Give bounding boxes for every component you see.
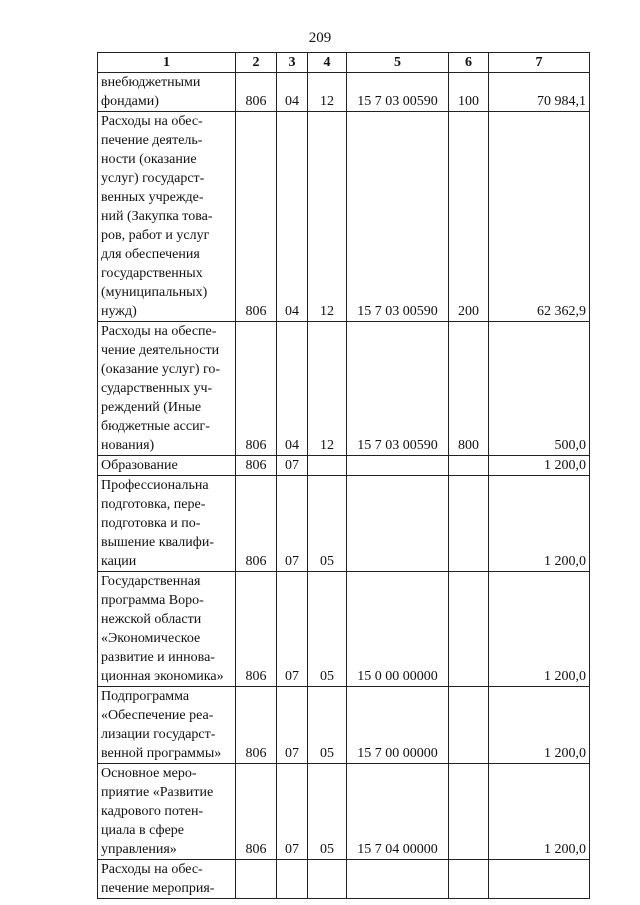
target-article-code xyxy=(347,456,449,476)
description-line: ров, работ и услуг xyxy=(101,228,210,243)
description-line: Расходы на обес- xyxy=(101,114,203,129)
subsection-code xyxy=(308,860,347,899)
column-header: 2 xyxy=(236,53,277,73)
section-code: 04 xyxy=(277,73,308,112)
subsection-code: 05 xyxy=(308,572,347,687)
row-description xyxy=(98,322,236,456)
amount: 1 200,0 xyxy=(489,476,590,572)
column-header: 5 xyxy=(347,53,449,73)
description-line: циала в сфере xyxy=(101,823,185,838)
section-code: 07 xyxy=(277,456,308,476)
amount: 1 200,0 xyxy=(489,572,590,687)
section-code: 04 xyxy=(277,322,308,456)
description-line: вышение квалифи- xyxy=(101,535,214,550)
target-article-code xyxy=(347,476,449,572)
column-header: 3 xyxy=(277,53,308,73)
column-header: 1 xyxy=(98,53,236,73)
subsection-code: 12 xyxy=(308,73,347,112)
description-line: управления» xyxy=(101,842,177,857)
description-line: Расходы на обеспе- xyxy=(101,324,217,339)
amount: 500,0 xyxy=(489,322,590,456)
expense-type-code xyxy=(449,572,489,687)
expense-type-code: 200 xyxy=(449,112,489,322)
target-article-code: 15 7 00 00000 xyxy=(347,687,449,764)
description-line: (оказание услуг) го- xyxy=(101,362,221,377)
target-article-code: 15 7 04 00000 xyxy=(347,764,449,860)
description-line: Основное меро- xyxy=(101,766,197,781)
table-row xyxy=(98,112,590,322)
description-line: для обеспечения xyxy=(101,247,200,262)
section-code: 07 xyxy=(277,764,308,860)
description-line: нования) xyxy=(101,438,155,453)
description-line: приятие «Развитие xyxy=(101,785,214,800)
table-row xyxy=(98,764,590,860)
expense-type-code xyxy=(449,764,489,860)
ministry-code xyxy=(236,860,277,899)
description-line: Профессиональна xyxy=(101,478,209,493)
expense-type-code xyxy=(449,860,489,899)
description-line: печение деятель- xyxy=(101,133,203,148)
table-row xyxy=(98,322,590,456)
description-line: государственных xyxy=(101,266,203,281)
description-line: ности (оказание xyxy=(101,152,197,167)
description-line: подготовка, пере- xyxy=(101,497,206,512)
description-line: нежской области xyxy=(101,612,202,627)
description-line: программа Воро- xyxy=(101,593,204,608)
target-article-code: 15 0 00 00000 xyxy=(347,572,449,687)
amount: 70 984,1 xyxy=(489,73,590,112)
column-header: 7 xyxy=(489,53,590,73)
description-line: Государственная xyxy=(101,574,201,589)
subsection-code: 12 xyxy=(308,112,347,322)
description-line: ционная экономика» xyxy=(101,669,224,684)
header-row xyxy=(98,53,590,73)
row-description xyxy=(98,572,236,687)
subsection-code: 05 xyxy=(308,476,347,572)
target-article-code: 15 7 03 00590 xyxy=(347,112,449,322)
expense-type-code: 800 xyxy=(449,322,489,456)
row-description xyxy=(98,112,236,322)
row-description xyxy=(98,687,236,764)
description-line: Подпрограмма xyxy=(101,689,190,704)
table-row xyxy=(98,572,590,687)
section-code: 04 xyxy=(277,112,308,322)
row-description xyxy=(98,73,236,112)
subsection-code: 05 xyxy=(308,687,347,764)
description-line: кации xyxy=(101,554,137,569)
expense-type-code xyxy=(449,476,489,572)
expense-type-code xyxy=(449,687,489,764)
description-line: Расходы на обес- xyxy=(101,862,203,877)
amount: 1 200,0 xyxy=(489,687,590,764)
description-line: развитие и иннова- xyxy=(101,650,215,665)
description-line: сударственных уч- xyxy=(101,381,213,396)
row-description xyxy=(98,456,236,476)
ministry-code: 806 xyxy=(236,112,277,322)
ministry-code: 806 xyxy=(236,73,277,112)
subsection-code xyxy=(308,456,347,476)
subsection-code: 12 xyxy=(308,322,347,456)
amount: 62 362,9 xyxy=(489,112,590,322)
subsection-code: 05 xyxy=(308,764,347,860)
column-header: 4 xyxy=(308,53,347,73)
description-line: внебюджетными xyxy=(101,75,201,90)
column-header: 6 xyxy=(449,53,489,73)
table-row xyxy=(98,476,590,572)
table-row xyxy=(98,687,590,764)
table-row xyxy=(98,860,590,899)
description-line: (муниципальных) xyxy=(101,285,208,300)
page-number: 209 xyxy=(308,30,332,46)
budget-table xyxy=(97,52,590,899)
target-article-code: 15 7 03 00590 xyxy=(347,73,449,112)
amount: 1 200,0 xyxy=(489,456,590,476)
ministry-code: 806 xyxy=(236,764,277,860)
description-line: венных учрежде- xyxy=(101,190,204,205)
section-code: 07 xyxy=(277,572,308,687)
amount xyxy=(489,860,590,899)
description-line: фондами) xyxy=(101,94,159,109)
expense-type-code: 100 xyxy=(449,73,489,112)
description-line: Образование xyxy=(101,458,178,473)
expense-type-code xyxy=(449,456,489,476)
target-article-code xyxy=(347,860,449,899)
description-line: лизации государст- xyxy=(101,727,216,742)
description-line: реждений (Иные xyxy=(101,400,202,415)
ministry-code: 806 xyxy=(236,687,277,764)
description-line: кадрового потен- xyxy=(101,804,204,819)
description-line: бюджетные ассиг- xyxy=(101,419,210,434)
row-description xyxy=(98,860,236,899)
description-line: «Экономическое xyxy=(101,631,201,646)
ministry-code: 806 xyxy=(236,572,277,687)
description-line: печение мероприя- xyxy=(101,881,215,896)
description-line: «Обеспечение реа- xyxy=(101,708,214,723)
ministry-code: 806 xyxy=(236,322,277,456)
description-line: венной программы» xyxy=(101,746,222,761)
target-article-code: 15 7 03 00590 xyxy=(347,322,449,456)
description-line: ний (Закупка това- xyxy=(101,209,213,224)
row-description xyxy=(98,764,236,860)
ministry-code: 806 xyxy=(236,456,277,476)
description-line: нужд) xyxy=(101,304,137,319)
section-code: 07 xyxy=(277,687,308,764)
description-line: чение деятельности xyxy=(101,343,220,358)
section-code: 07 xyxy=(277,476,308,572)
table-row xyxy=(98,456,590,476)
description-line: подготовка и по- xyxy=(101,516,201,531)
ministry-code: 806 xyxy=(236,476,277,572)
row-description xyxy=(98,476,236,572)
amount: 1 200,0 xyxy=(489,764,590,860)
table-row xyxy=(98,73,590,112)
section-code xyxy=(277,860,308,899)
description-line: услуг) государст- xyxy=(101,171,205,186)
